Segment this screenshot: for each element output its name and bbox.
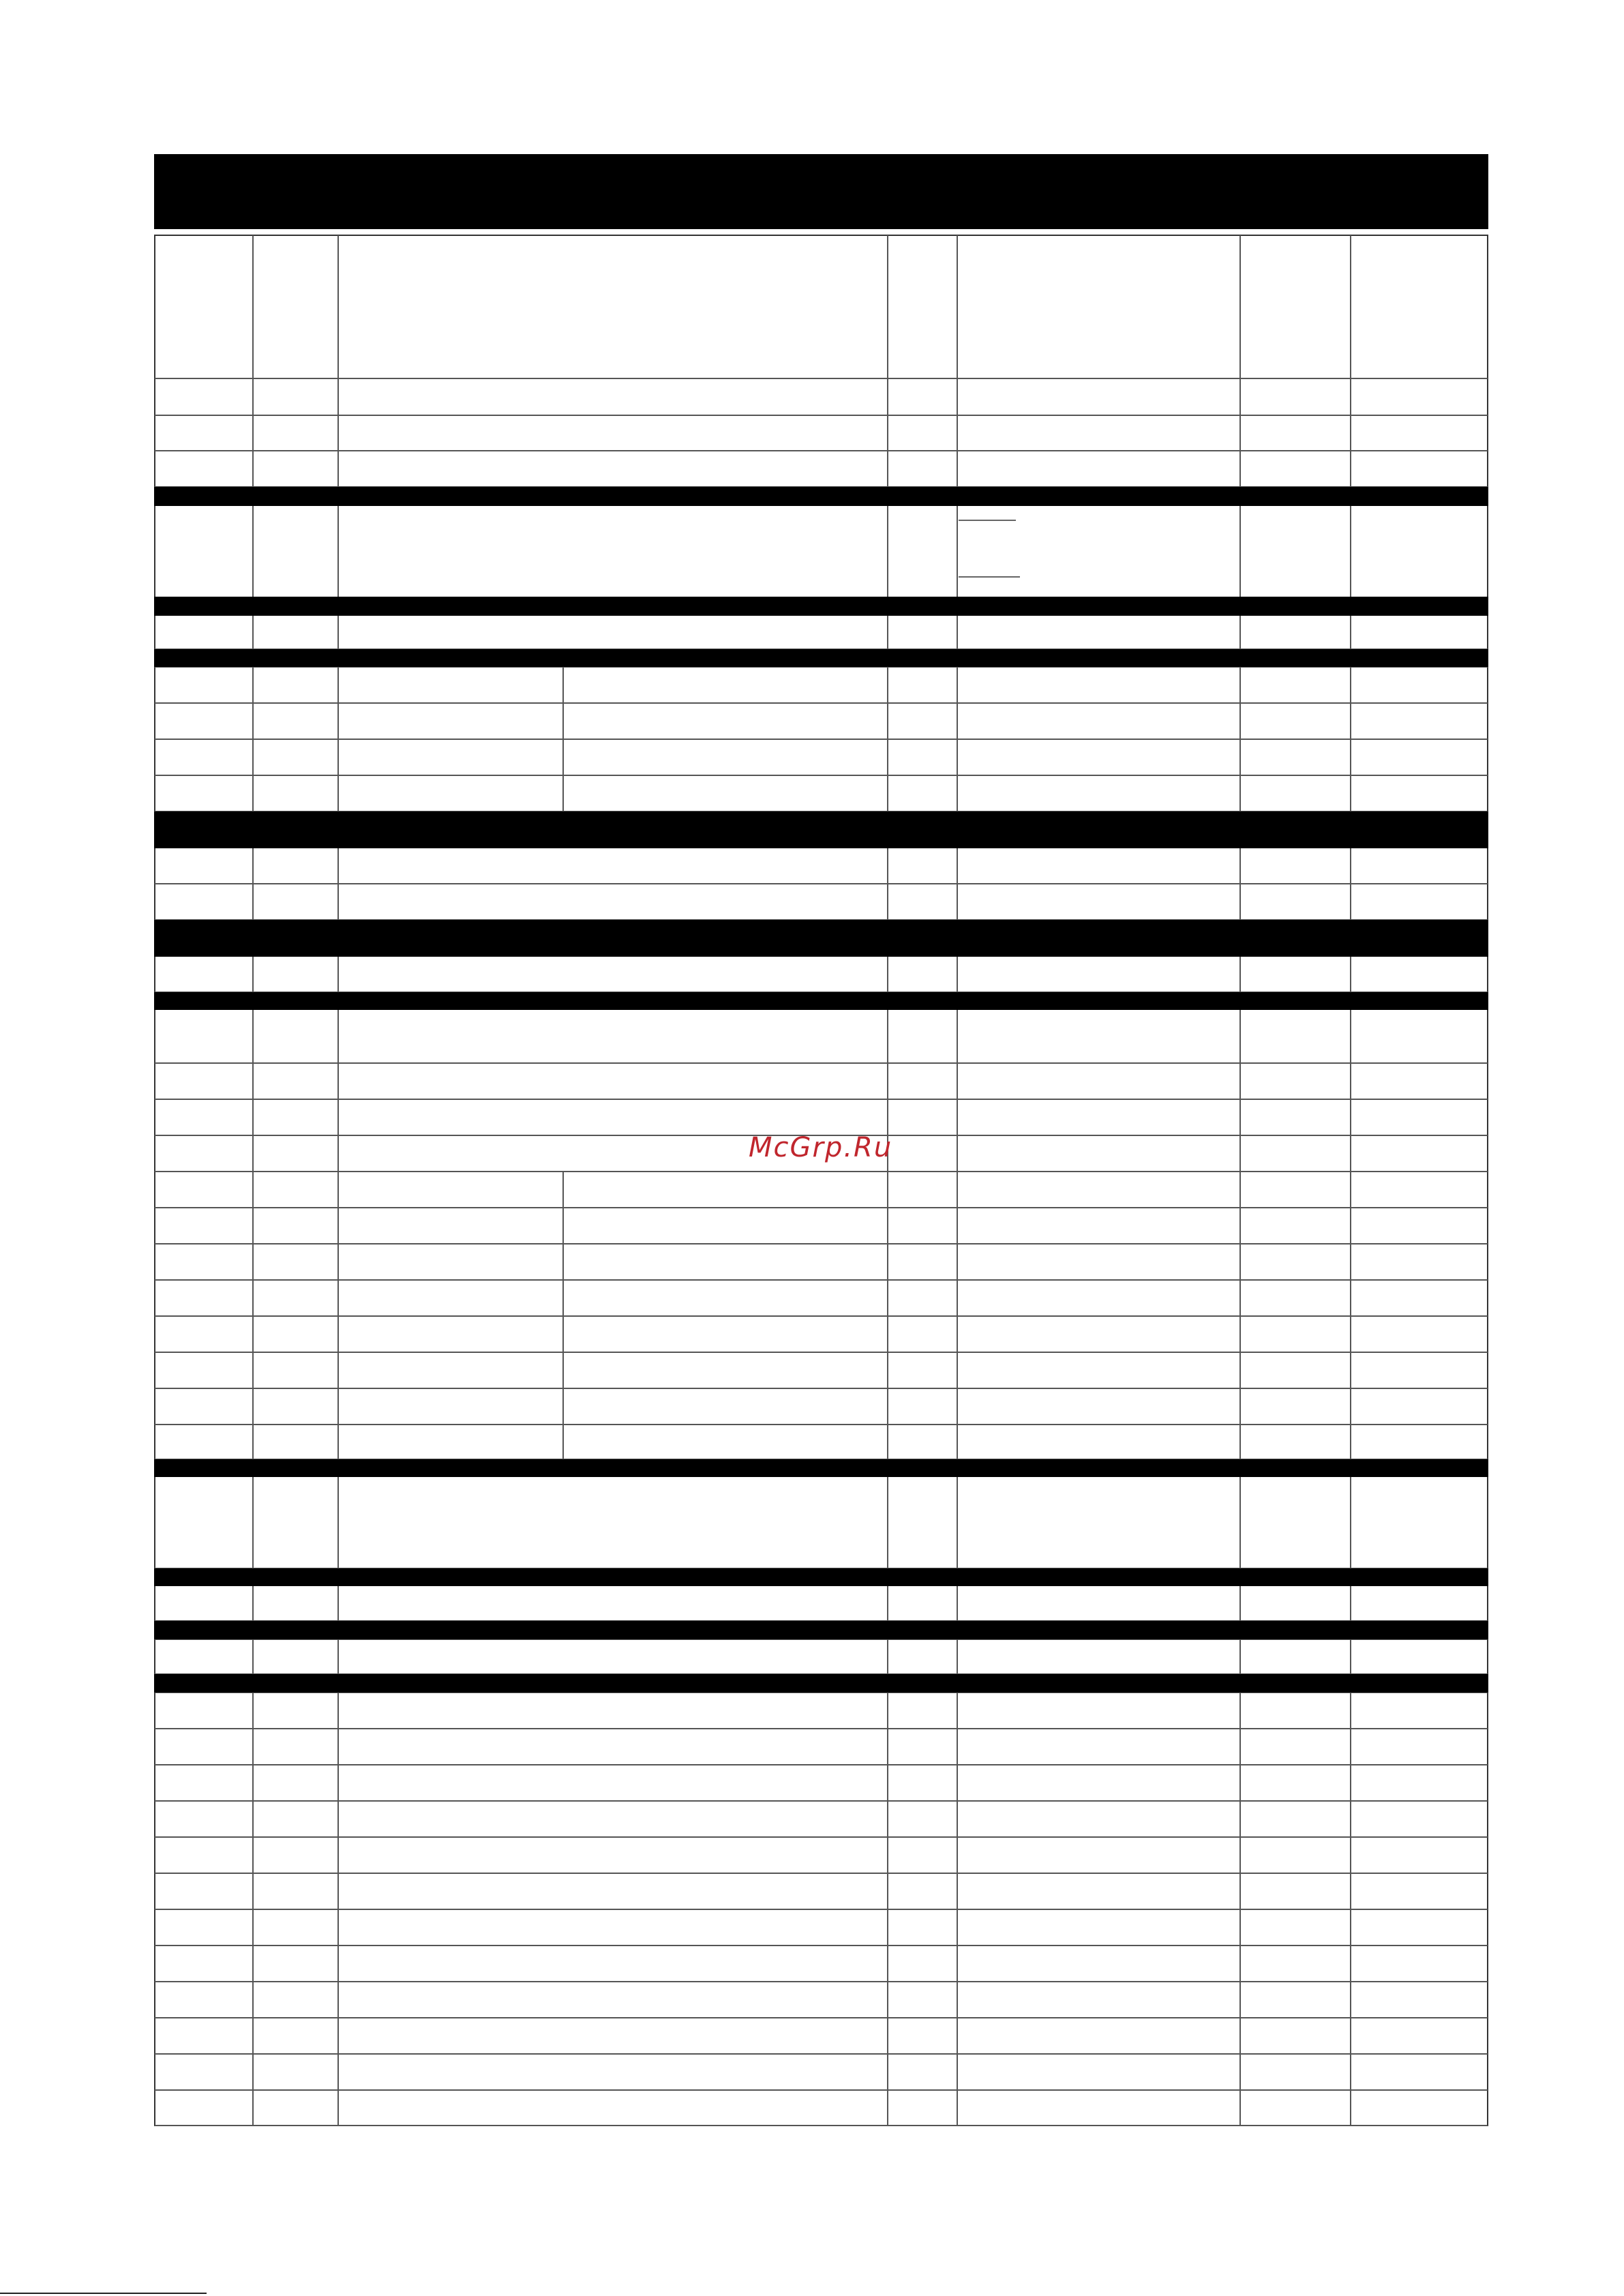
section-bar: [154, 1674, 1488, 1693]
section-bar: [154, 1568, 1488, 1586]
table-header-row: [155, 235, 1488, 2126]
section-bar: [154, 649, 1488, 667]
header-bar: [154, 154, 1488, 229]
table-frame: [155, 235, 1488, 2126]
section-bar: [154, 1621, 1488, 1639]
section-bar: [154, 597, 1488, 616]
section-bar: [154, 1459, 1488, 1477]
section-bar: [154, 920, 1488, 957]
section-bar: [154, 487, 1488, 506]
section-bar: [154, 811, 1488, 848]
section-bars: [154, 487, 1488, 1693]
section-bar: [154, 992, 1488, 1010]
watermark-text: McGrp.Ru: [749, 1132, 893, 1163]
